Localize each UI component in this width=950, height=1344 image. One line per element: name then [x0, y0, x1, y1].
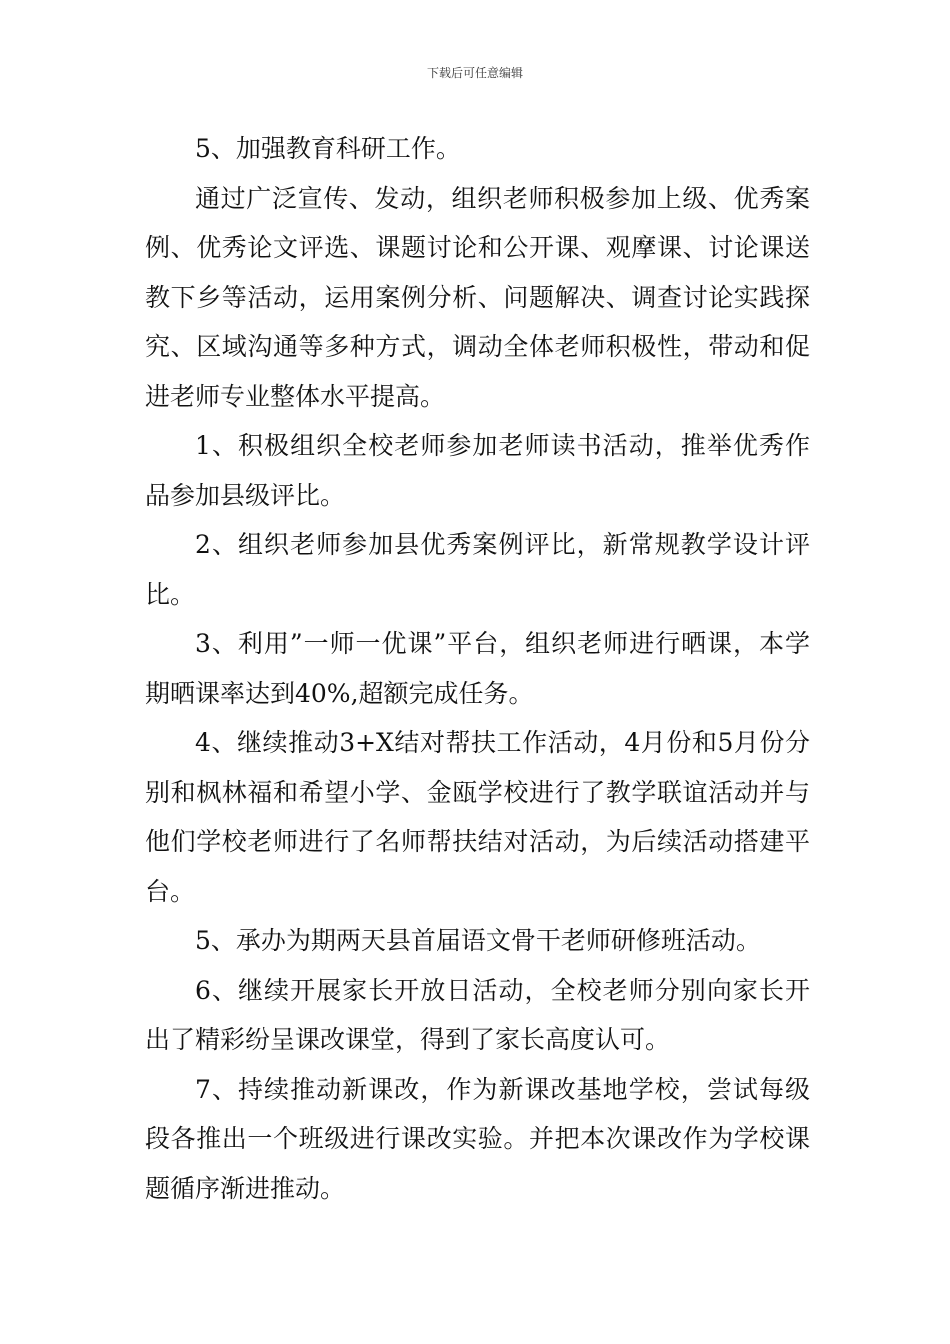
section-heading: 5、加强教育科研工作。	[195, 134, 461, 163]
list-item-7: 7、持续推动新课改，作为新课改基地学校，尝试每级段各推出一个班级进行课改实验。并把本次课改作为学校课题循序渐进推动。	[145, 1074, 810, 1203]
list-item-4: 4、继续推动3+X结对帮扶工作活动，4月份和5月份分别和枫林福和希望小学、金瓯学校进行了教学联谊活动并与他们学校老师进行了名师帮扶结对活动，为后续活动搭建平台。	[145, 728, 810, 906]
document-body	[145, 124, 810, 1213]
intro-paragraph: 通过广泛宣传、发动，组织老师积极参加上级、优秀案例、优秀论文评选、课题讨论和公开课、观摩课、讨论课送教下乡等活动，运用案例分析、问题解决、调查讨论实践探究、区域沟通等多种方式，调动全体老师积极性，带动和促进老师专业整体水平提高。	[145, 183, 810, 411]
list-item-6: 6、继续开展家长开放日活动，全校老师分别向家长开出了精彩纷呈课改课堂，得到了家长高度认可。	[145, 975, 810, 1054]
list-item-5: 5、承办为期两天县首届语文骨干老师研修班活动。	[195, 926, 761, 955]
list-item-2: 2、组织老师参加县优秀案例评比，新常规教学设计评比。	[145, 530, 810, 609]
list-item-1: 1、积极组织全校老师参加老师读书活动，推举优秀作品参加县级评比。	[145, 431, 810, 510]
page-header: 下载后可任意编辑	[426, 66, 523, 80]
list-item-3: 3、利用”一师一优课”平台，组织老师进行晒课，本学期晒课率达到40%,超额完成任务。	[145, 629, 810, 708]
